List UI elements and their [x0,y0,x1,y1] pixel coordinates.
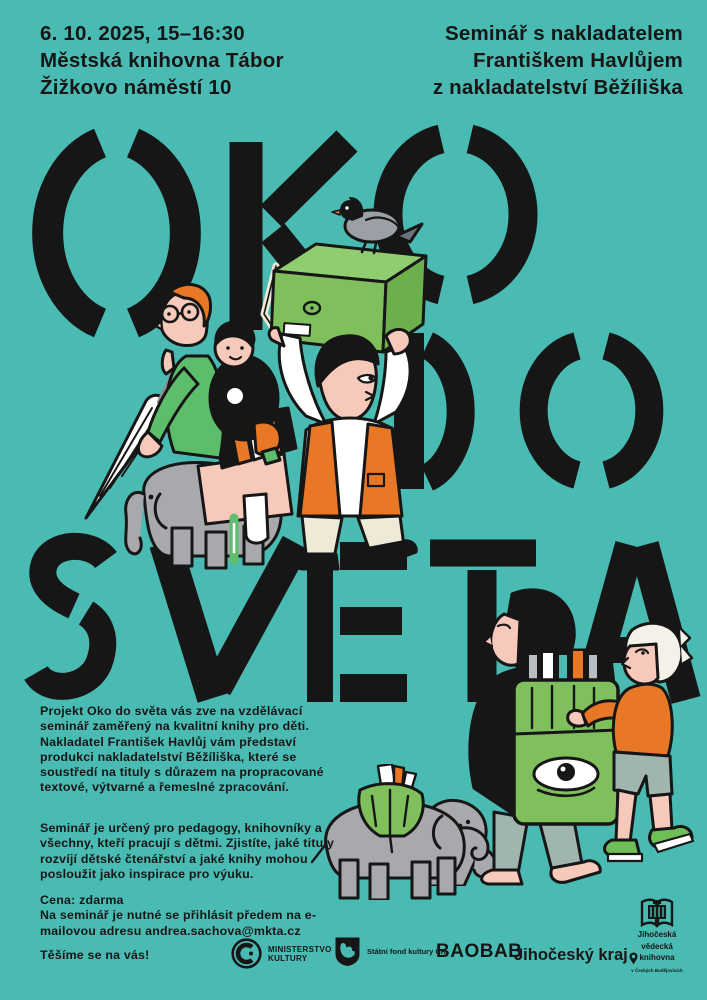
illustration-box-carrier [254,186,446,572]
logo-statni-fond-kultury [334,936,446,967]
kraj-label: Jihočeský kraj [514,946,628,964]
ministry-circle-icon [231,938,262,969]
event-address: Žižkovo náměstí 10 [40,76,232,99]
library-label-3: knihovna [639,953,675,962]
elephant-trunk [126,492,144,553]
intro-paragraph: Projekt Oko do světa vás zve na vzdělávací seminář zaměřený na kvalitní knihy pro děti. Nakladatel František Havlůj vám představí produkci nakladatelství Běžíliška, které se soustředí na tituly s důrazem na propracované textové, výtvarné a řemeslné zpracování. [40,704,324,795]
closing-line: Těšíme se na vás! [40,948,150,962]
shoe-left [295,554,339,569]
person-face [491,614,520,665]
registration-note: Na seminář je nutné se přihlásit předem na e-mailovou adresu andrea.sachova@mkta.cz [40,908,317,938]
pigeon [332,198,422,253]
logo-ministerstvo-kultury [231,938,332,969]
child-shorts [614,752,672,796]
pants-left [302,516,342,558]
vest-pocket [368,474,384,486]
logo-jihocesky-kraj [514,946,638,965]
price-label: Cena: zdarma [40,893,124,907]
fond-shield-icon [334,936,361,967]
elephant-trunk [462,828,488,860]
baobab-label: BAOBAB [436,941,523,962]
seminar-line2: Františkem Havlůjem [472,49,683,72]
library-label-2: vědecká [641,941,673,951]
bookshelf-backpack [514,650,618,824]
event-datetime: 6. 10. 2025, 15–16:30 [40,22,245,45]
fond-label: Státní fond kultury ČR [367,947,447,956]
library-label-1: Jihočeská [637,930,677,939]
ministry-label-1: MINISTERSTVO [268,944,332,954]
audience-paragraph: Seminář je určený pro pedagogy, knihovníky a všechny, kteří pracují s dětmi. Zjistíte, jaké tituly rozvíjí dětské čtenářství a jaké knihy mohou posloužit jako inspirace pro výuku. [40,821,335,881]
child-hand [568,710,586,726]
child-shirt [613,684,672,756]
seminar-line3: z nakladatelství Běžíliška [432,76,683,99]
logo-baobab [436,941,522,963]
price-registration-block [40,893,336,939]
right-arm [374,346,410,424]
event-venue: Městská knihovna Tábor [40,49,284,72]
logo-jihoceska-vedecka-knihovna [628,898,686,973]
seminar-line1: Seminář s nakladatelem [445,22,683,45]
library-book-icon [640,898,674,928]
library-sublabel: v Českých Budějovicích [631,967,683,973]
ministry-label-2: KULTURY [268,953,308,963]
